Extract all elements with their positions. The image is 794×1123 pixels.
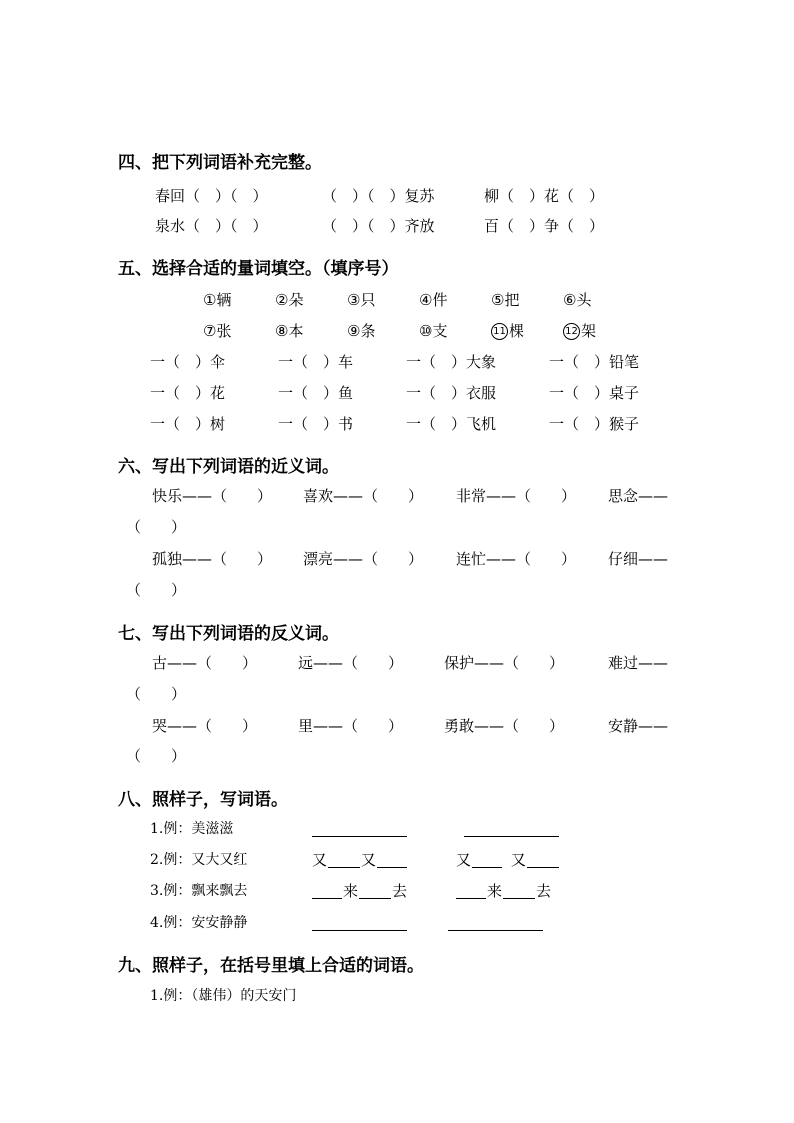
fill-item: （ ）	[126, 685, 187, 703]
section-9-title: 九、照样子，在括号里填上合适的词语。	[118, 956, 424, 976]
measure-word-option: ①辆	[203, 291, 232, 309]
fill-item: 思念——	[608, 487, 669, 505]
pattern-char: 去	[392, 882, 408, 900]
fill-item: 安静——	[608, 717, 669, 735]
fill-item: 一（ ）树	[150, 415, 226, 433]
measure-word-option: ④件	[419, 291, 448, 309]
fill-item: 非常——（ ）	[456, 487, 577, 505]
answer-blank[interactable]	[527, 867, 559, 868]
answer-blank[interactable]	[328, 867, 360, 868]
fill-item: 一（ ）桌子	[549, 384, 640, 402]
fill-item: 一（ ）大象	[406, 353, 497, 371]
measure-word-option: 12 架	[563, 321, 596, 341]
answer-blank[interactable]	[312, 836, 407, 837]
example-label: 4.例：安安静静	[150, 915, 248, 931]
fill-item: 漂亮——（ ）	[303, 550, 424, 568]
section-8-title: 八、照样子，写词语。	[118, 790, 288, 810]
pattern-char: 又	[511, 851, 527, 869]
section-7-title: 七、写出下列词语的反义词。	[118, 624, 339, 644]
fill-item: 连忙——（ ）	[456, 550, 577, 568]
pattern-char: 来	[343, 882, 359, 900]
example-label: 1.例：（雄伟）的天安门	[150, 988, 297, 1004]
pattern-char: 去	[536, 882, 552, 900]
fill-item: （ ）（ ）复苏	[322, 187, 435, 205]
fill-item: 泉水（ ）（ ）	[155, 217, 268, 235]
fill-item: （ ）（ ）齐放	[322, 217, 435, 235]
answer-blank[interactable]	[472, 867, 502, 868]
example-label: 2.例：又大又红	[150, 852, 248, 868]
fill-item: 远——（ ）	[298, 654, 404, 672]
section-5-title: 五、选择合适的量词填空。（填序号）	[118, 259, 399, 279]
fill-item: 里——（ ）	[298, 717, 404, 735]
section-6-title: 六、写出下列词语的近义词。	[118, 457, 339, 477]
measure-word-option: ②朵	[275, 291, 304, 309]
measure-word-option: ③只	[347, 291, 376, 309]
fill-item: 难过——	[608, 654, 669, 672]
fill-item: （ ）	[126, 581, 187, 599]
fill-item: 一（ ）书	[278, 415, 354, 433]
fill-item: 柳（ ）花（ ）	[484, 187, 605, 205]
measure-word-option: 11 棵	[491, 321, 524, 341]
measure-word-option: ⑤把	[491, 291, 520, 309]
example-label: 1.例：美滋滋	[150, 821, 234, 837]
answer-blank[interactable]	[312, 898, 342, 899]
answer-blank[interactable]	[359, 898, 391, 899]
measure-word-option: ⑧本	[275, 322, 304, 340]
fill-item: 一（ ）车	[278, 353, 354, 371]
pattern-char: 来	[487, 882, 503, 900]
fill-item: 春回（ ）（ ）	[155, 187, 268, 205]
fill-item: 一（ ）花	[150, 384, 226, 402]
measure-word-option: ⑨条	[347, 322, 376, 340]
fill-item: 仔细——	[608, 550, 669, 568]
option-number-circle: 12	[563, 323, 580, 340]
pattern-char: 又	[361, 851, 377, 869]
fill-item: 勇敢——（ ）	[444, 717, 565, 735]
fill-item: 一（ ）飞机	[406, 415, 497, 433]
fill-item: （ ）	[126, 747, 187, 765]
fill-item: 一（ ）猴子	[549, 415, 640, 433]
fill-item: 保护——（ ）	[444, 654, 565, 672]
pattern-char: 又	[312, 851, 328, 869]
option-number-circle: 11	[491, 323, 508, 340]
fill-item: 一（ ）伞	[150, 353, 226, 371]
answer-blank[interactable]	[377, 867, 407, 868]
measure-word-option: ⑩支	[419, 322, 448, 340]
fill-item: （ ）	[126, 518, 187, 536]
answer-blank[interactable]	[456, 898, 486, 899]
section-4-title: 四、把下列词语补充完整。	[118, 153, 322, 173]
answer-blank[interactable]	[503, 898, 535, 899]
fill-item: 快乐——（ ）	[152, 487, 273, 505]
measure-word-option: ⑦张	[203, 322, 232, 340]
fill-item: 一（ ）鱼	[278, 384, 354, 402]
fill-item: 孤独——（ ）	[152, 550, 273, 568]
fill-item: 一（ ）铅笔	[549, 353, 640, 371]
fill-item: 一（ ）衣服	[406, 384, 497, 402]
answer-blank[interactable]	[448, 930, 543, 931]
fill-item: 百（ ）争（ ）	[484, 217, 605, 235]
pattern-char: 又	[456, 851, 472, 869]
fill-item: 古——（ ）	[152, 654, 258, 672]
measure-word-option: ⑥头	[563, 291, 592, 309]
fill-item: 喜欢——（ ）	[303, 487, 424, 505]
fill-item: 哭——（ ）	[152, 717, 258, 735]
example-label: 3.例：飘来飘去	[150, 883, 248, 899]
answer-blank[interactable]	[464, 836, 559, 837]
answer-blank[interactable]	[312, 930, 407, 931]
